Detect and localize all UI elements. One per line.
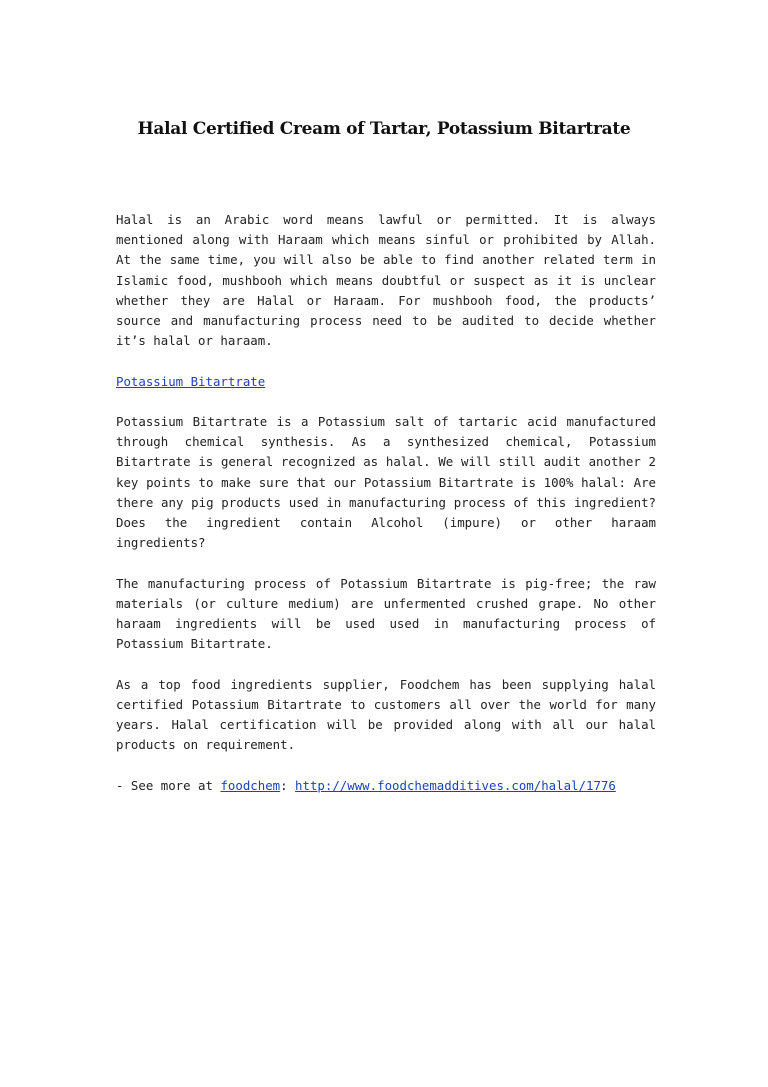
foodchem-link[interactable]: foodchem (220, 777, 281, 793)
see-more-separator: : (280, 777, 296, 793)
foodchem-url-link[interactable]: http://www.foodchemadditives.com/halal/1776 (295, 777, 616, 793)
intro-paragraph: Halal is an Arabic word means lawful or permitted. It is always mentioned along with Haraam which means sinful or prohibited by Allah. At the same time, you will also be able to find another related term in Islamic food, mushbooh which means doubtful or suspect as it is unclear whether they are Halal or Haraam. For mushbooh food, the products’ source and manufacturing process need to be audited to decide whether it’s halal or haraam. (116, 212, 656, 349)
product-link-paragraph (116, 372, 656, 392)
document-title: Halal Certified Cream of Tartar, Potassium Bitartrate (137, 119, 631, 139)
product-description-paragraph: Potassium Bitartrate is a Potassium salt of tartaric acid manufactured through chemical synthesis. As a synthesized chemical, Potassium Bitartrate is general recognized as halal. We will still audit another 2 key points to make sure that our Potassium Bitartrate is 100% halal: Are there any pig products used in manufacturing process of this ingredient? Does the ingredient contain Alcohol (impure) or other haraam ingredients? (116, 414, 656, 551)
supplier-paragraph: As a top food ingredients supplier, Foodchem has been supplying halal certified Potassium Bitartrate to customers all over the world for many years. Halal certification will be provided along with all our halal products on requirement. (116, 676, 656, 753)
potassium-bitartrate-link[interactable]: Potassium Bitartrate (116, 373, 266, 389)
see-more-prefix: - See more at (116, 777, 221, 793)
manufacturing-paragraph: The manufacturing process of Potassium Bitartrate is pig-free; the raw materials (or culture medium) are unfermented crushed grape. No other haraam ingredients will be used used in manufacturing process of Potassium Bitartrate. (116, 575, 656, 652)
document-body (116, 210, 656, 816)
see-more-line (116, 776, 656, 796)
